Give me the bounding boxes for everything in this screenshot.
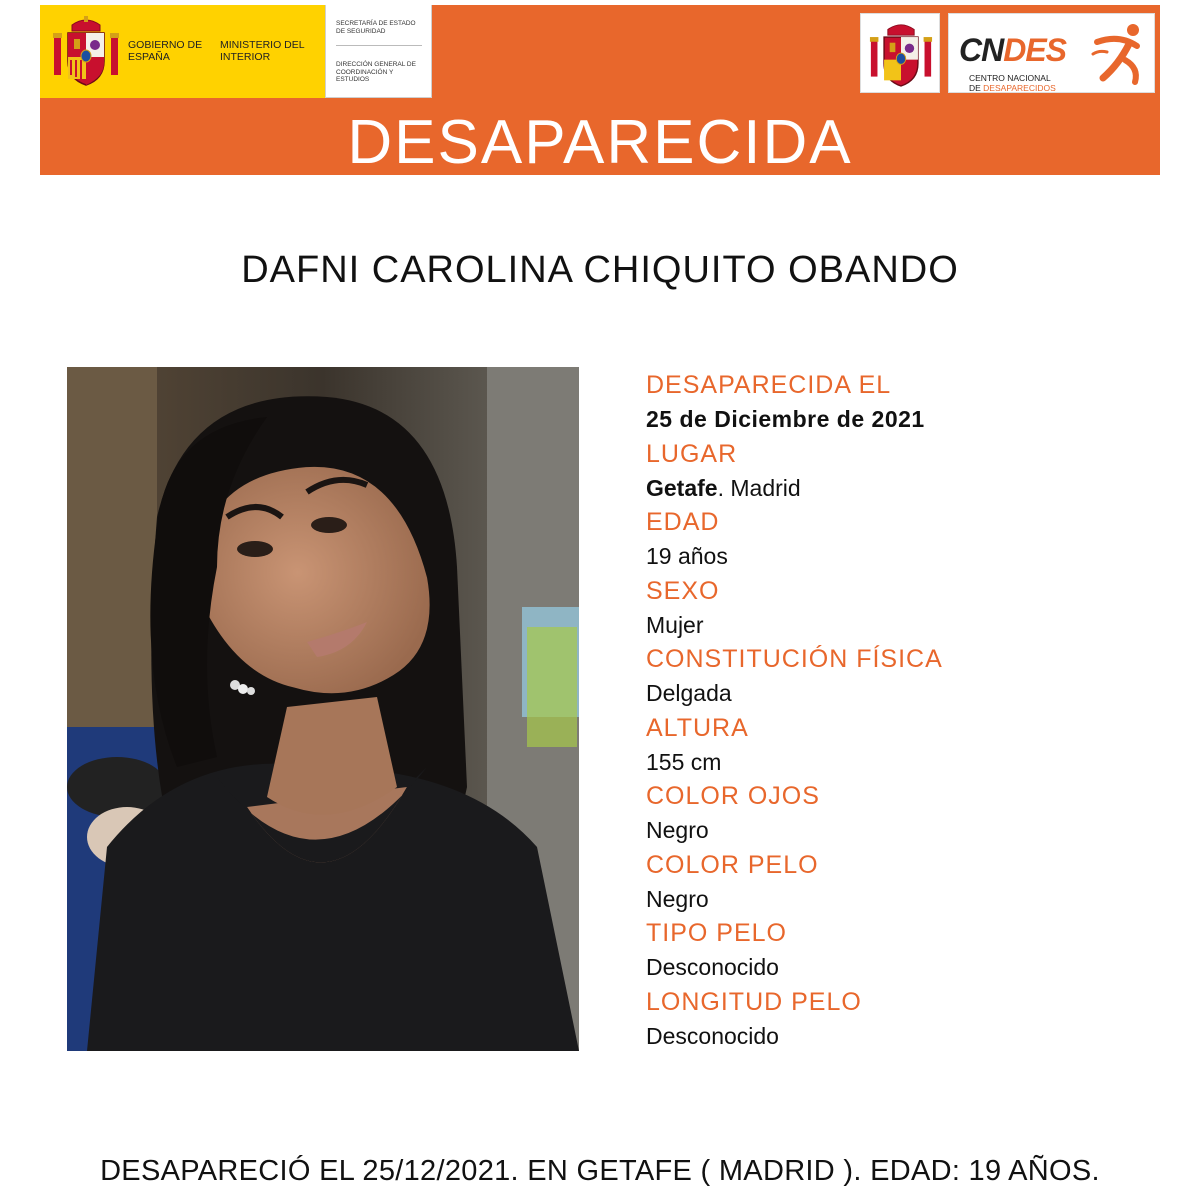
missing-person-photo (67, 367, 579, 1051)
sex-value: Mujer (646, 611, 704, 638)
divider (336, 45, 422, 46)
sex-label: SEXO (646, 576, 720, 605)
hair-type-value: Desconocido (646, 954, 779, 980)
cndes-subtitle-prefix: DE (969, 82, 984, 93)
missing-date-value: 25 de Diciembre de 2021 (646, 406, 925, 432)
coordination-directorate-label: DIRECCIÓN GENERAL DE COORDINACIÓN Y ESTUDIOS (336, 61, 416, 83)
banner-title: DESAPARECIDA (347, 108, 853, 177)
cndes-cn: CN (959, 32, 1004, 68)
hair-length-value: Desconocido (646, 1022, 779, 1049)
cndes-subtitle (969, 74, 1056, 93)
cndes-shield-logo (860, 13, 940, 93)
details-panel (646, 368, 1166, 1053)
height-value: 155 cm (646, 748, 722, 775)
height-label: ALTURA (646, 713, 749, 742)
person-name: DAFNI CAROLINA CHIQUITO OBANDO (241, 249, 959, 291)
hair-type-label: TIPO PELO (646, 919, 787, 947)
hair-color-label: COLOR PELO (646, 850, 819, 879)
build-label: CONSTITUCIÓN FÍSICA (646, 645, 943, 673)
missing-date-label: DESAPARECIDA EL (646, 371, 892, 399)
age-value: 19 años (646, 543, 728, 569)
cndes-subtitle-line2 (969, 84, 1056, 94)
government-logo-block (40, 5, 325, 98)
place-region: . Madrid (717, 474, 801, 501)
coat-of-arms-icon (869, 19, 933, 89)
eye-color-label: COLOR OJOS (646, 782, 820, 810)
gov-spain-label: GOBIERNO DE ESPAÑA (128, 39, 203, 63)
hair-length-label: LONGITUD PELO (646, 987, 862, 1016)
portrait-image (67, 367, 579, 1051)
build-value: Delgada (646, 680, 732, 706)
cndes-des: DES (1003, 32, 1067, 68)
place-label: LUGAR (646, 439, 738, 468)
person-figure-icon (1089, 20, 1149, 86)
place-city: Getafe (646, 474, 718, 501)
cndes-subtitle-orange: DESAPARECIDOS (983, 82, 1056, 93)
cndes-logo (948, 13, 1155, 93)
age-label: EDAD (646, 508, 720, 536)
hair-color-value: Negro (646, 885, 709, 912)
ministry-interior-label: MINISTERIO DEL INTERIOR (220, 39, 305, 63)
cndes-wordmark (959, 32, 1066, 69)
place-value (646, 471, 1166, 506)
coat-of-arms-icon (52, 15, 120, 87)
security-secretariat-block (325, 5, 432, 98)
header-banner (40, 5, 1160, 175)
security-secretariat-label: SECRETARÍA DE ESTADO DE SEGURIDAD (336, 20, 416, 35)
footer-summary: DESAPARECIÓ EL 25/12/2021. EN GETAFE ( MADRID ). EDAD: 19 AÑOS. (100, 1155, 1100, 1187)
eye-color-value: Negro (646, 817, 709, 843)
cndes-subtitle-line1: CENTRO NACIONAL (969, 73, 1051, 83)
